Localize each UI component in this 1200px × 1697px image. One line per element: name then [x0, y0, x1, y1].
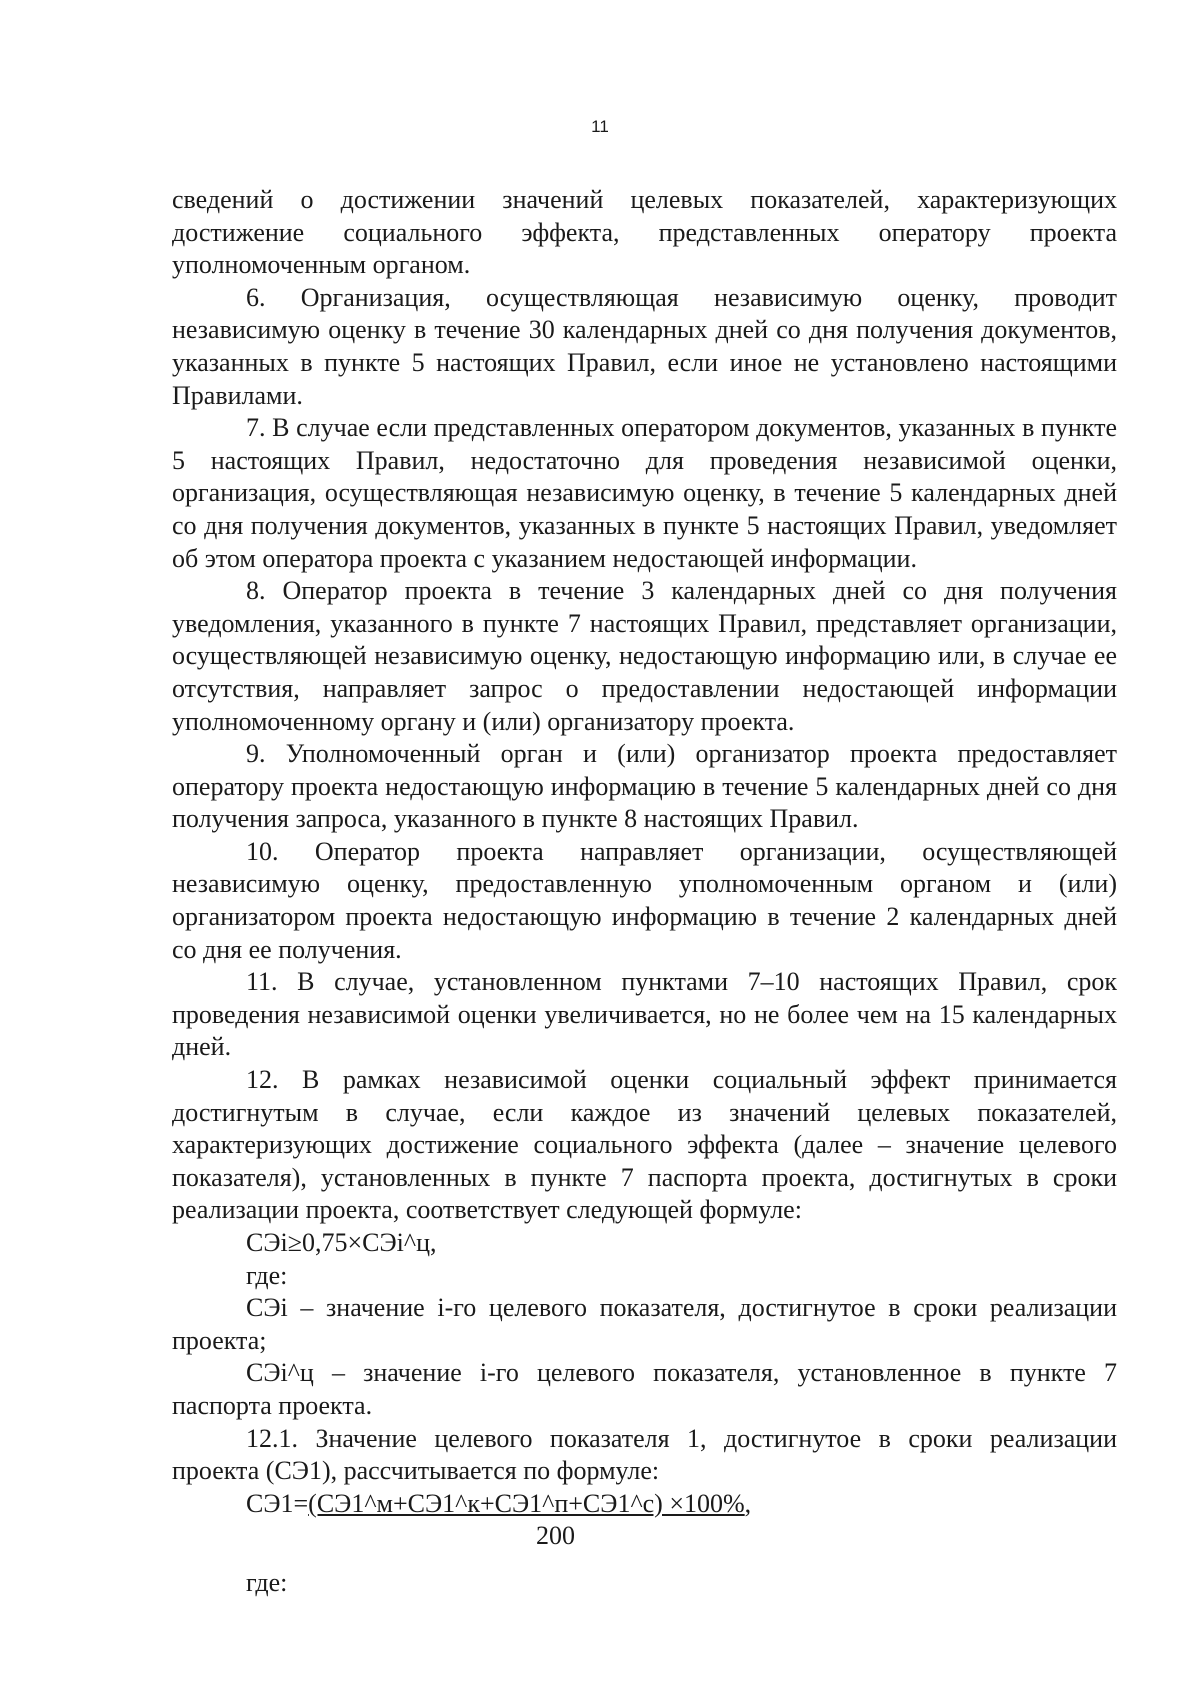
formula-se1-denominator: 200 — [536, 1521, 575, 1551]
paragraph-11: 11. В случае, установленном пунктами 7–10 настоящих Правил, срок проведения независимой оценки увеличивается, но не более чем на 15 календарных дней. — [172, 967, 1117, 1062]
paragraph-9: 9. Уполномоченный орган и (или) организатор проекта предоставляет оператору проекта недостающую информацию в течение 5 календарных дней со дня получения запроса, указанного в пункте 8 настоящих Правил. — [172, 739, 1117, 834]
paragraph-7: 7. В случае если представленных оператором документов, указанных в пункте 5 настоящих Правил, недостаточно для проведения независимой оценки, организация, осуществляющая независимую оценку, в течение 5 календарных дней со дня получения документов, указанных в пункте 5 настоящих Правил, уведомляет об этом оператора проекта с указанием недостающей информации. — [172, 413, 1117, 573]
paragraph-12-1: 12.1. Значение целевого показателя 1, достигнутое в сроки реализации проекта (СЭ1), рассчитывается по формуле: — [172, 1423, 1117, 1486]
page-number: 11 — [591, 117, 609, 136]
paragraph-12: 12. В рамках независимой оценки социальный эффект принимается достигнутым в случае, если каждое из значений целевых показателей, характеризующих достижение социального эффекта (далее – значение целевого показателя), установленных в пункте 7 паспорта проекта, достигнутых в сроки реализации проекта, соответствует следующей формуле: — [172, 1065, 1117, 1225]
paragraph-continuation: сведений о достижении значений целевых показателей, характеризующих достижение социального эффекта, представленных оператору проекта уполномоченным органом. — [172, 185, 1117, 280]
definition-sei: СЭi – значение i-го целевого показателя, достигнутое в сроки реализации проекта; — [172, 1293, 1117, 1355]
formula-threshold: СЭi≥0,75×СЭi^ц, — [246, 1228, 437, 1257]
where-label-2: где: — [246, 1567, 288, 1597]
paragraph-6: 6. Организация, осуществляющая независимую оценку, проводит независимую оценку в течение 30 календарных дней со дня получения документов, указанных в пункте 5 настоящих Правил, если иное не установлено настоящими Правилами. — [172, 282, 1117, 410]
formula-se1-numerator: (СЭ1^м+СЭ1^к+СЭ1^п+СЭ1^с) ×100% — [308, 1488, 745, 1518]
formula-se1-lhs: СЭ1= — [246, 1488, 309, 1518]
definition-seic: СЭi^ц – значение i-го целевого показателя, установленное в пункте 7 паспорта проекта. — [172, 1358, 1117, 1420]
paragraph-10: 10. Оператор проекта направляет организации, осуществляющей независимую оценку, предоставленную уполномоченным органом и (или) организатором проекта недостающую информацию в течение 2 календарных дней со дня ее получения. — [172, 836, 1117, 964]
paragraph-8: 8. Оператор проекта в течение 3 календарных дней со дня получения уведомления, указанного в пункте 7 настоящих Правил, представляет организации, осуществляющей независимую оценку, недостающую информацию или, в случае ее отсутствия, направляет запрос о предоставлении недостающей информации уполномоченному органу и (или) организатору проекта. — [172, 576, 1117, 736]
where-label-1: где: — [246, 1260, 288, 1290]
formula-se1-tail: , — [744, 1488, 752, 1518]
formula-se1 — [172, 1488, 1117, 1521]
document-body — [172, 184, 1117, 1600]
spacer — [172, 1553, 1117, 1567]
